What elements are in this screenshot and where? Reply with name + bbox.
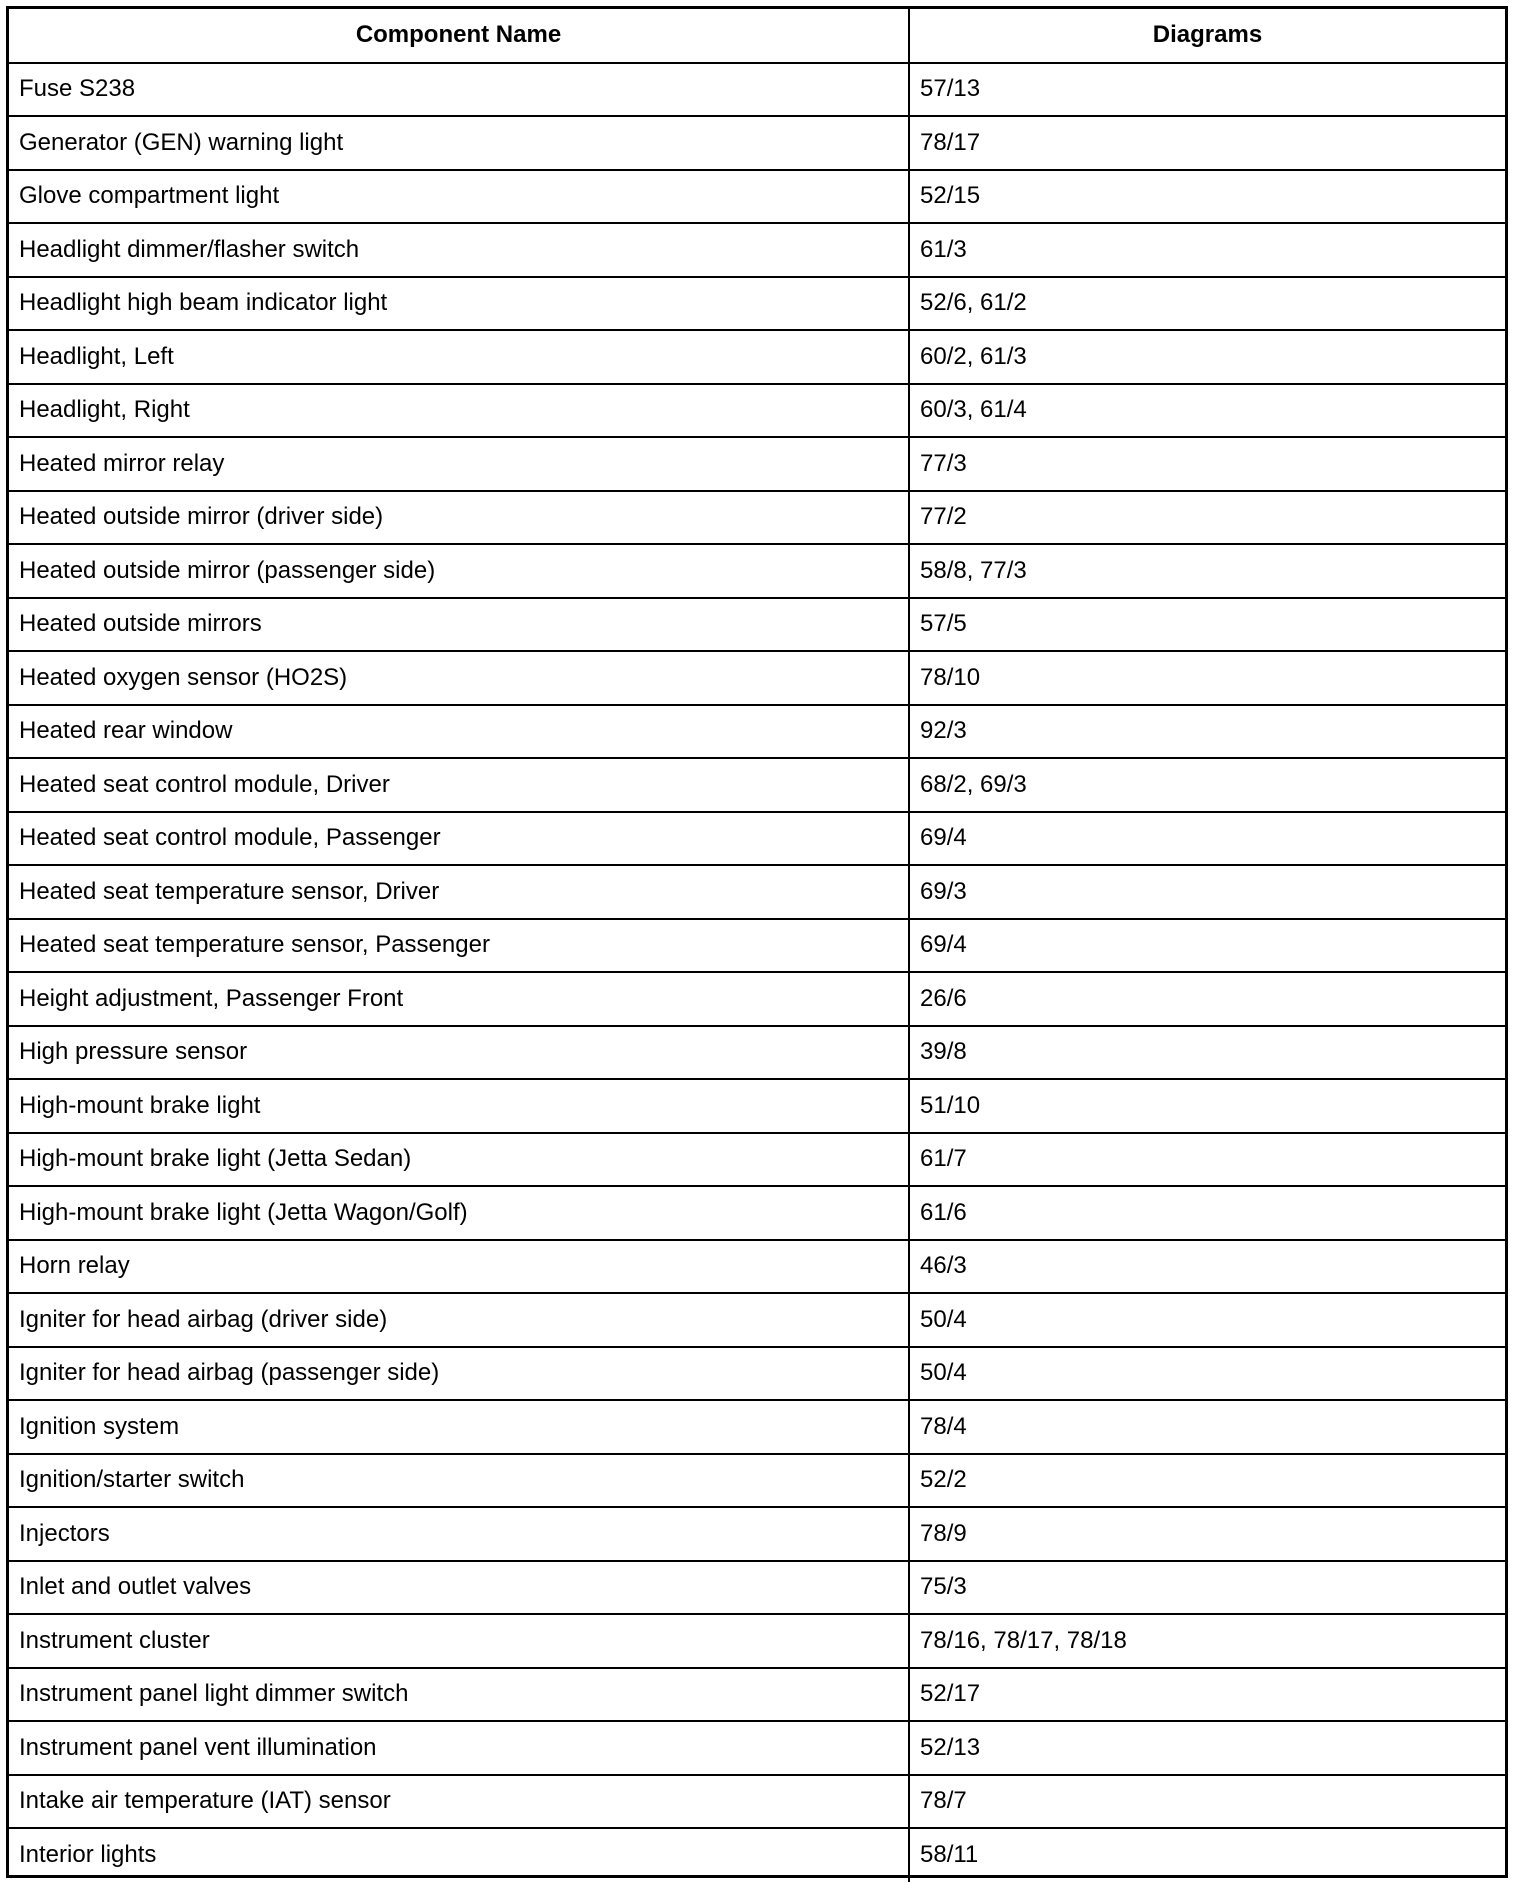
component-name-cell: High-mount brake light	[9, 1079, 909, 1133]
component-name-cell: Intake air temperature (IAT) sensor	[9, 1775, 909, 1829]
diagrams-cell: 52/13	[909, 1721, 1505, 1775]
component-name-cell: Heated mirror relay	[9, 437, 909, 491]
table-row	[9, 919, 1505, 973]
table-row	[9, 384, 1505, 438]
diagrams-cell: 69/4	[909, 812, 1505, 866]
component-name-cell: Igniter for head airbag (passenger side)	[9, 1347, 909, 1401]
diagrams-cell: 26/6	[909, 972, 1505, 1026]
table-row	[9, 1293, 1505, 1347]
table-row	[9, 758, 1505, 812]
table-row	[9, 1186, 1505, 1240]
component-name-cell: Igniter for head airbag (driver side)	[9, 1293, 909, 1347]
component-name-cell: Generator (GEN) warning light	[9, 116, 909, 170]
component-name-cell: Heated outside mirror (driver side)	[9, 491, 909, 545]
component-name-cell: Instrument panel light dimmer switch	[9, 1668, 909, 1722]
table-row	[9, 651, 1505, 705]
component-name-cell: Heated oxygen sensor (HO2S)	[9, 651, 909, 705]
component-name-cell: Headlight dimmer/flasher switch	[9, 223, 909, 277]
diagrams-cell: 78/7	[909, 1775, 1505, 1829]
table-row	[9, 116, 1505, 170]
component-name-cell: Height adjustment, Passenger Front	[9, 972, 909, 1026]
diagrams-cell: 52/6, 61/2	[909, 277, 1505, 331]
table-row	[9, 1400, 1505, 1454]
diagrams-cell: 78/9	[909, 1507, 1505, 1561]
component-name-cell: Heated outside mirrors	[9, 598, 909, 652]
component-name-cell: Fuse S238	[9, 63, 909, 117]
table-row	[9, 1561, 1505, 1615]
table-row	[9, 1721, 1505, 1775]
table-row	[9, 1026, 1505, 1080]
header-row	[9, 9, 1505, 63]
component-table	[9, 9, 1505, 1882]
component-table-container	[6, 6, 1508, 1878]
table-row	[9, 1507, 1505, 1561]
table-row	[9, 705, 1505, 759]
component-name-cell: Heated seat temperature sensor, Passenger	[9, 919, 909, 973]
table-row	[9, 1079, 1505, 1133]
component-name-cell: Glove compartment light	[9, 170, 909, 224]
component-name-cell: Instrument panel vent illumination	[9, 1721, 909, 1775]
diagrams-cell: 78/17	[909, 116, 1505, 170]
diagrams-cell: 60/2, 61/3	[909, 330, 1505, 384]
component-name-cell: Heated seat temperature sensor, Driver	[9, 865, 909, 919]
component-name-cell: Interior lights	[9, 1828, 909, 1882]
diagrams-cell: 52/2	[909, 1454, 1505, 1508]
header-component-name: Component Name	[9, 9, 909, 63]
table-row	[9, 1454, 1505, 1508]
diagrams-cell: 77/2	[909, 491, 1505, 545]
component-name-cell: Headlight, Left	[9, 330, 909, 384]
diagrams-cell: 68/2, 69/3	[909, 758, 1505, 812]
diagrams-cell: 77/3	[909, 437, 1505, 491]
diagrams-cell: 78/16, 78/17, 78/18	[909, 1614, 1505, 1668]
table-row	[9, 865, 1505, 919]
diagrams-cell: 69/4	[909, 919, 1505, 973]
diagrams-cell: 58/11	[909, 1828, 1505, 1882]
diagrams-cell: 61/7	[909, 1133, 1505, 1187]
diagrams-cell: 50/4	[909, 1347, 1505, 1401]
diagrams-cell: 58/8, 77/3	[909, 544, 1505, 598]
table-row	[9, 544, 1505, 598]
diagrams-cell: 78/10	[909, 651, 1505, 705]
component-name-cell: Heated outside mirror (passenger side)	[9, 544, 909, 598]
diagrams-cell: 75/3	[909, 1561, 1505, 1615]
table-row	[9, 491, 1505, 545]
table-row	[9, 812, 1505, 866]
table-row	[9, 170, 1505, 224]
component-name-cell: High-mount brake light (Jetta Wagon/Golf)	[9, 1186, 909, 1240]
diagrams-cell: 60/3, 61/4	[909, 384, 1505, 438]
table-row	[9, 437, 1505, 491]
diagrams-cell: 57/13	[909, 63, 1505, 117]
diagrams-cell: 61/6	[909, 1186, 1505, 1240]
diagrams-cell: 92/3	[909, 705, 1505, 759]
diagrams-cell: 57/5	[909, 598, 1505, 652]
header-diagrams: Diagrams	[909, 9, 1505, 63]
table-row	[9, 1668, 1505, 1722]
table-body	[9, 63, 1505, 1882]
diagrams-cell: 51/10	[909, 1079, 1505, 1133]
diagrams-cell: 39/8	[909, 1026, 1505, 1080]
table-row	[9, 1133, 1505, 1187]
component-name-cell: Headlight high beam indicator light	[9, 277, 909, 331]
table-row	[9, 598, 1505, 652]
table-row	[9, 277, 1505, 331]
component-name-cell: Headlight, Right	[9, 384, 909, 438]
component-name-cell: Instrument cluster	[9, 1614, 909, 1668]
diagrams-cell: 61/3	[909, 223, 1505, 277]
table-row	[9, 223, 1505, 277]
component-name-cell: High pressure sensor	[9, 1026, 909, 1080]
component-name-cell: High-mount brake light (Jetta Sedan)	[9, 1133, 909, 1187]
component-name-cell: Horn relay	[9, 1240, 909, 1294]
table-row	[9, 1240, 1505, 1294]
diagrams-cell: 52/15	[909, 170, 1505, 224]
table-row	[9, 1775, 1505, 1829]
diagrams-cell: 78/4	[909, 1400, 1505, 1454]
table-row	[9, 1347, 1505, 1401]
diagrams-cell: 69/3	[909, 865, 1505, 919]
component-name-cell: Heated seat control module, Passenger	[9, 812, 909, 866]
table-row	[9, 1614, 1505, 1668]
table-row	[9, 330, 1505, 384]
table-row	[9, 63, 1505, 117]
component-name-cell: Heated seat control module, Driver	[9, 758, 909, 812]
diagrams-cell: 52/17	[909, 1668, 1505, 1722]
component-name-cell: Ignition system	[9, 1400, 909, 1454]
component-name-cell: Injectors	[9, 1507, 909, 1561]
component-name-cell: Ignition/starter switch	[9, 1454, 909, 1508]
component-name-cell: Heated rear window	[9, 705, 909, 759]
diagrams-cell: 50/4	[909, 1293, 1505, 1347]
component-name-cell: Inlet and outlet valves	[9, 1561, 909, 1615]
table-row	[9, 1828, 1505, 1882]
table-row	[9, 972, 1505, 1026]
diagrams-cell: 46/3	[909, 1240, 1505, 1294]
